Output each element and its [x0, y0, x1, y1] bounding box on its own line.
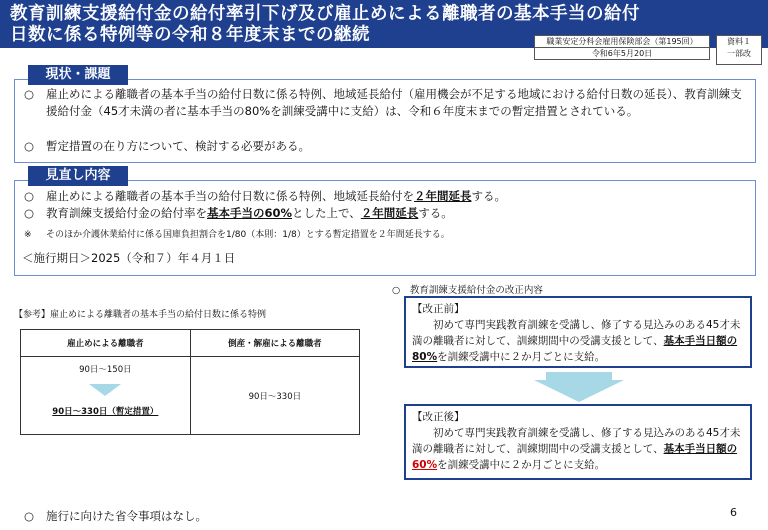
days-after: 90日～330日（暫定措置）: [52, 407, 159, 417]
review-note-text: そのほか介護休業給付に係る国庫負担割合を1/80（本則：1/8）とする暫定措置を２年間延長する。: [46, 230, 450, 240]
review-label: 見直し内容: [28, 166, 128, 186]
cell-nonrenewal: [21, 357, 191, 435]
emphasis-rate: 基本手当の60%: [207, 206, 293, 220]
status-item-1-text: 雇止めによる離職者の基本手当の給付日数に係る特例、地域延長給付（雇用機会が不足する地域における給付日数の延長）、教育訓練支援給付金（45才未満の者に基本手当の80%を訓練受講中に支給）は、令和６年度末までの暫定措置とされている。: [46, 87, 742, 118]
review-item-2-mid: とした上で、: [292, 206, 361, 220]
bullet: ○: [24, 206, 35, 220]
after-text-end: を訓練受講中に２か月ごとに支給。: [437, 459, 606, 471]
review-item-1-end: する。: [471, 189, 506, 203]
after-text: [412, 425, 744, 473]
review-item-1-text: 雇止めによる離職者の基本手当の給付日数に係る特例、地域延長給付を: [46, 189, 414, 203]
after-rate-label: 基本手当日額の: [663, 443, 738, 455]
review-note: [24, 229, 748, 242]
bullet: ○: [24, 87, 35, 101]
material-sub: 一部改: [727, 49, 751, 58]
status-label: 現状・課題: [28, 65, 128, 85]
review-item-2: [24, 205, 748, 222]
review-item-1: [24, 188, 748, 205]
reference-title: 【参考】雇止めによる離職者の基本手当の給付日数に係る特例: [14, 310, 267, 320]
before-box: [404, 296, 752, 368]
before-rate: 基本手当日額の80%: [412, 335, 738, 363]
note-mark: ※: [24, 230, 32, 240]
review-item-2-end: する。: [418, 206, 453, 220]
after-rate-value: 60%: [412, 459, 438, 471]
after-label: 【改正後】: [412, 411, 465, 423]
bullet: ○: [24, 189, 35, 203]
bullet: ○: [392, 285, 401, 296]
reference-table: [20, 329, 360, 435]
before-text-end: を訓練受講中に２か月ごとに支給。: [437, 351, 606, 363]
before-label: 【改正前】: [412, 303, 465, 315]
status-item-2: [24, 138, 748, 155]
meeting-name: 職業安定分科会雇用保険部会（第195回）: [535, 36, 709, 48]
footer-note-text: 施行に向けた省令事項はなし。: [46, 509, 207, 523]
status-item-2-text: 暫定措置の在り方について、検討する必要がある。: [46, 139, 311, 153]
review-item-2-text: 教育訓練支援給付金の給付率を: [46, 206, 207, 220]
material-number: [716, 35, 762, 65]
revision-heading-text: 教育訓練支援給付金の改正内容: [409, 285, 543, 296]
footer-note: [24, 508, 524, 525]
page-number: 6: [730, 506, 737, 519]
bullet: ○: [24, 139, 35, 153]
emphasis-extension: ２年間延長: [360, 206, 419, 220]
before-text-body: 初めて専門実践教育訓練を受講し、修了する見込みのある45才未満の離職者に対して、訓練期間中の受講支援として、: [412, 319, 741, 347]
col-header-nonrenewal: 雇止めによる離職者: [21, 330, 191, 357]
before-text: [412, 317, 744, 365]
title-line-2: 日数に係る特例等の令和８年度末までの継続: [10, 25, 370, 45]
arrow-down-icon: [89, 384, 121, 396]
bullet: ○: [24, 509, 35, 523]
arrow-down-icon: [534, 372, 624, 402]
meeting-info: [534, 35, 710, 60]
title-line-1: 教育訓練支援給付金の給付率引下げ及び雇止めによる離職者の基本手当の給付: [10, 4, 640, 24]
after-text-body: 初めて専門実践教育訓練を受講し、修了する見込みのある45才未満の離職者に対して、訓練期間中の受講支援として、: [412, 427, 741, 455]
after-box: [404, 404, 752, 480]
effective-date: ＜施行期日＞2025（令和７）年４月１日: [22, 251, 236, 265]
col-header-dismissal: 倒産・解雇による離職者: [190, 330, 359, 357]
cell-dismissal: 90日～330日: [190, 357, 359, 435]
status-item-1: [24, 86, 748, 120]
meeting-date: 令和6年5月20日: [591, 49, 653, 58]
material-label: 資料１: [727, 37, 751, 46]
emphasis-extension: ２年間延長: [414, 189, 472, 203]
days-before: 90日～150日: [79, 365, 132, 375]
